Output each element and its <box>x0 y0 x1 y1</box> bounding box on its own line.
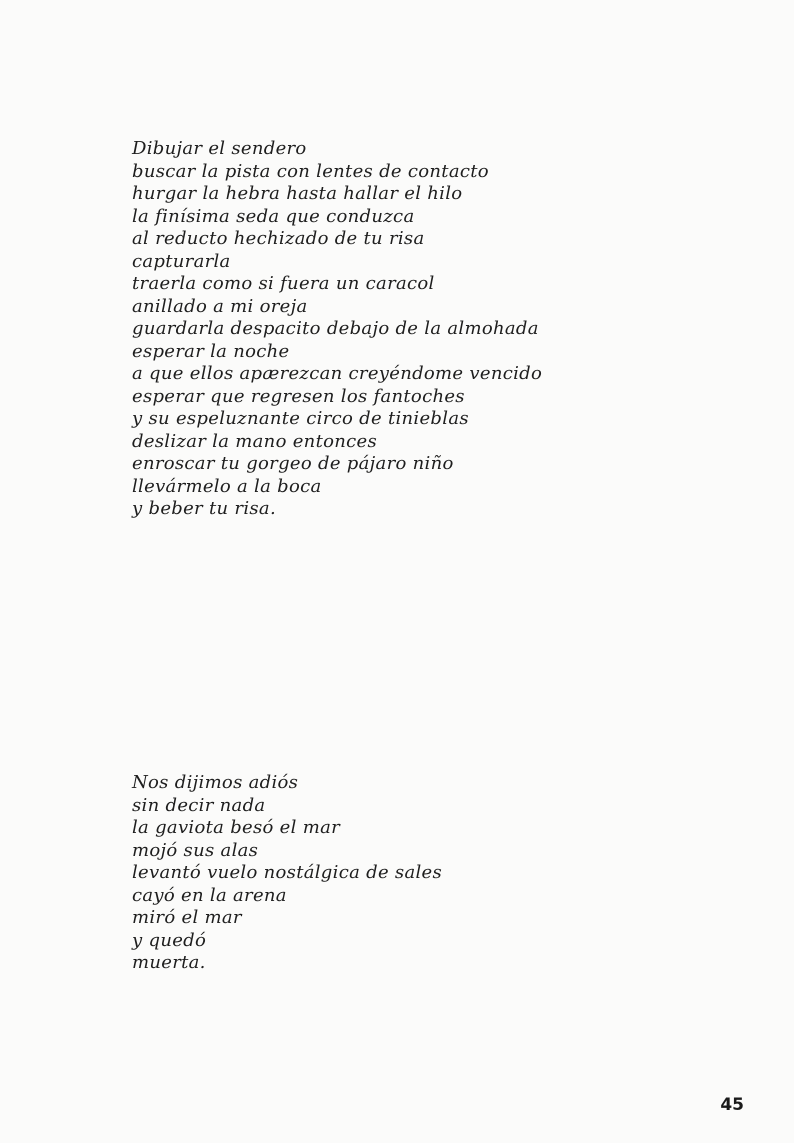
poem-line: levantó vuelo nostálgica de sales <box>132 862 443 883</box>
poem-line: llevármelo a la boca <box>132 475 322 497</box>
poem-line: miró el mar <box>132 907 242 928</box>
poem-line: cayó en la arena <box>132 884 287 906</box>
poem-line: buscar la pista con lentes de contacto <box>132 160 489 182</box>
poem-line: y quedó <box>132 929 207 951</box>
poem-line: la finísima seda que conduzca <box>132 205 415 227</box>
poem-line: muerta. <box>132 952 206 973</box>
poem-line: y su espeluznante circo de tinieblas <box>132 408 469 429</box>
poem-line: y beber tu risa. <box>132 498 276 519</box>
poem-line: al reducto hechizado de tu risa <box>132 228 425 249</box>
poem-line: enroscar tu gorgeo de pájaro niño <box>132 453 454 474</box>
poem-nos-dijimos-adios <box>132 772 442 975</box>
poem-line: mojó sus alas <box>132 839 259 861</box>
poem-line: Dibujar el sendero <box>132 138 307 159</box>
poem-line: anillado a mi oreja <box>132 295 308 317</box>
poem-line: a que ellos apærezcan creyéndome vencido <box>132 363 543 384</box>
poem-line: hurgar la hebra hasta hallar el hilo <box>132 183 463 204</box>
poem-line: esperar la noche <box>132 340 290 362</box>
poem-line: la gaviota besó el mar <box>132 817 341 838</box>
poem-line: Nos dijimos adiós <box>132 772 299 793</box>
poem-dibujar-el-sendero <box>132 138 542 521</box>
poem-line: esperar que regresen los fantoches <box>132 385 465 407</box>
poem-line: deslizar la mano entonces <box>132 430 378 452</box>
poem-line: traerla como si fuera un caracol <box>132 273 435 294</box>
poem-line: guardarla despacito debajo de la almohada <box>132 318 539 339</box>
poem-line: capturarla <box>132 250 231 272</box>
page-number: 45 <box>720 1095 744 1115</box>
poem-line: sin decir nada <box>132 794 266 816</box>
